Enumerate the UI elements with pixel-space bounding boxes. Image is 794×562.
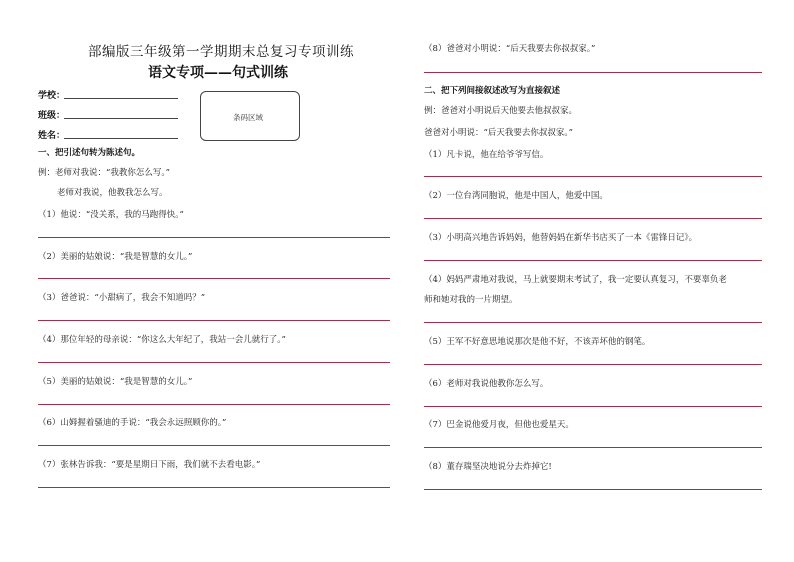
section1-question-6: （6）山姆握着骚迪的手说：“我会永远照顾你的。” <box>38 418 227 428</box>
section1-question-2: （2）美丽的姑娘说：“我是智慧的女儿。” <box>38 252 193 262</box>
answer-line[interactable] <box>38 404 390 405</box>
section2-question-5: （5）王军不好意思地说那次是他不好，不该弄坏他的钢笔。 <box>424 337 651 347</box>
answer-line[interactable] <box>424 322 762 323</box>
section2-question-4: （4）妈妈严肃地对我说，马上就要期末考试了，我一定要认真复习，不要辜负老 <box>424 275 727 285</box>
answer-line[interactable] <box>38 278 390 279</box>
section2-question-6: （6）老师对我说他教你怎么写。 <box>424 379 549 389</box>
section2-question-1: （1）凡卡说，他在给爷爷写信。 <box>424 150 549 160</box>
answer-line[interactable] <box>424 260 762 261</box>
right-question-8: （8）爸爸对小明说：“后天我要去你叔叔家。” <box>424 44 596 54</box>
section1-question-3: （3）爸爸说：“小甜病了，我会不知道吗？” <box>38 293 206 303</box>
answer-line[interactable] <box>38 445 390 446</box>
section1-question-4: （4）那位年轻的母亲说：“你这么大年纪了，我站一会儿就行了。” <box>38 335 286 345</box>
answer-line[interactable] <box>424 489 762 490</box>
answer-line[interactable] <box>424 406 762 407</box>
barcode-label: 条码区域 <box>233 113 263 122</box>
answer-line[interactable] <box>424 447 762 448</box>
section1-question-5: （5）美丽的姑娘说：“我是智慧的女儿。” <box>38 377 193 387</box>
answer-line[interactable] <box>424 218 762 219</box>
section2-example-line1: 例：爸爸对小明说后天他要去他叔叔家。 <box>424 106 578 116</box>
section1-question-1: （1）他说：“没关系，我的马跑得快。” <box>38 210 184 220</box>
section1-question-7: （7）张林告诉我：“要是星期日下雨，我们就不去看电影。” <box>38 460 261 470</box>
answer-line[interactable] <box>424 364 762 365</box>
answer-line[interactable] <box>38 362 390 363</box>
answer-line[interactable] <box>424 176 762 177</box>
answer-line[interactable] <box>38 320 390 321</box>
class-label: 班级： <box>38 111 66 121</box>
section1-example-line2: 老师对我说，他教我怎么写。 <box>57 188 168 198</box>
name-label: 姓名： <box>38 131 66 141</box>
name-field[interactable] <box>64 138 178 139</box>
section2-question-3: （3）小明高兴地告诉妈妈，他替妈妈在新华书店买了一本《雷锋日记》。 <box>424 233 698 243</box>
answer-line[interactable] <box>38 237 390 238</box>
answer-line[interactable] <box>38 487 390 488</box>
page-subtitle: 语文专项——句式训练 <box>148 65 288 81</box>
section1-heading: 一、把引述句转为陈述句。 <box>38 148 141 158</box>
barcode-area <box>200 91 300 141</box>
section2-example-line2: 爸爸对小明说：“后天我要去你叔叔家。” <box>424 128 573 138</box>
school-field[interactable] <box>64 98 178 99</box>
answer-line[interactable] <box>424 72 762 73</box>
page-title: 部编版三年级第一学期期末总复习专项训练 <box>88 44 354 60</box>
section2-heading: 二、把下列间接叙述改写为直接叙述 <box>424 86 561 96</box>
section1-example-line1: 例：老师对我说：“我教你怎么写。” <box>38 168 170 178</box>
section2-question-2: （2）一位台湾同胞说，他是中国人，他爱中国。 <box>424 191 608 201</box>
section2-question-7: （7）巴金说他爱月夜，但他也爱星天。 <box>424 420 574 430</box>
section2-question-8: （8）董存瑞坚决地说分去炸掉它! <box>424 462 552 472</box>
class-field[interactable] <box>64 118 178 119</box>
school-label: 学校： <box>38 91 66 101</box>
section2-question-4-continuation: 师和她对我的一片期望。 <box>424 295 518 305</box>
